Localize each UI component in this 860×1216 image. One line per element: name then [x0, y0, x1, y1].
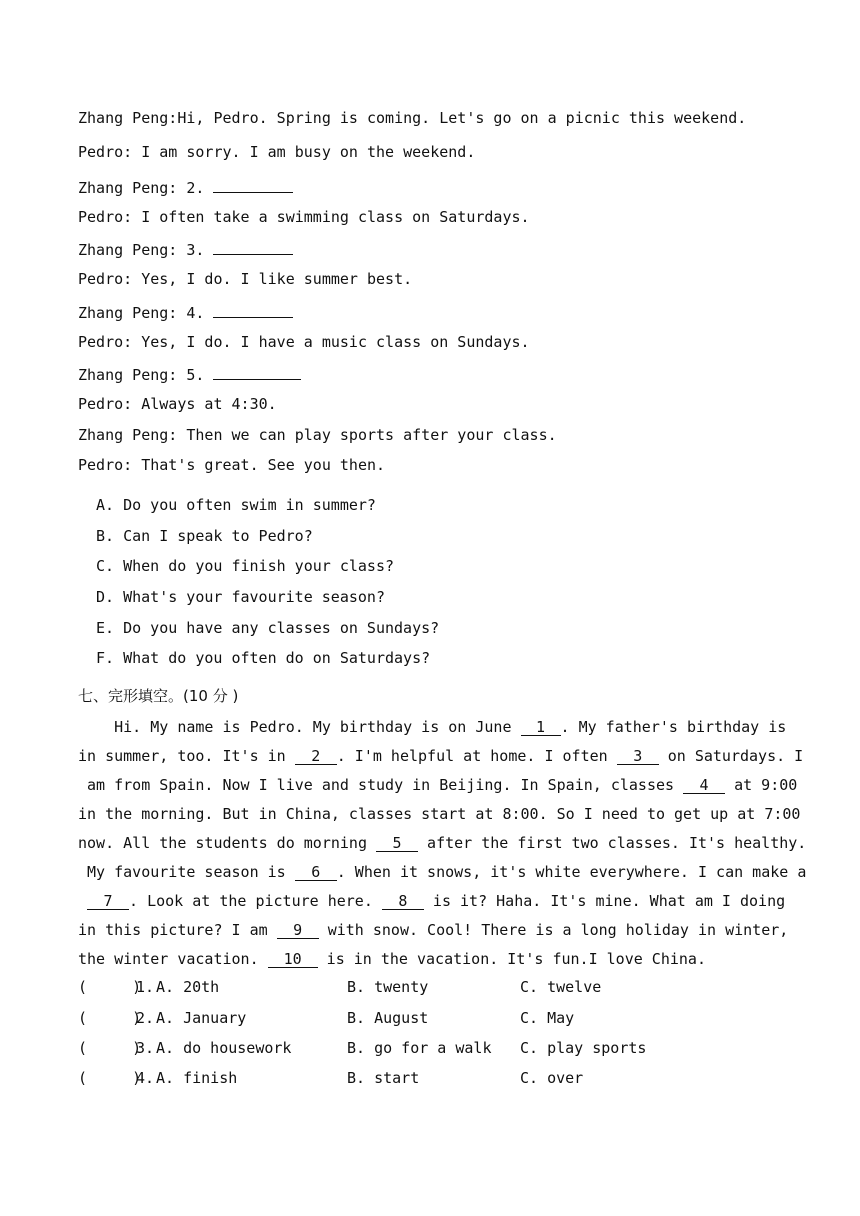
- choice-b[interactable]: B. twenty: [347, 978, 429, 996]
- passage-line: Hi. My name is Pedro. My birthday is on June 1 . My father's birthday is: [78, 718, 787, 736]
- dialogue-line: Pedro: I often take a swimming class on Saturdays.: [78, 208, 530, 226]
- cloze-blank-5[interactable]: 5: [376, 835, 418, 852]
- passage-line: in this picture? I am 9 with snow. Cool! There is a long holiday in winter,: [78, 921, 789, 939]
- option-f: F. What do you often do on Saturdays?: [96, 649, 431, 667]
- passage-line: the winter vacation. 10 is in the vacation. It's fun.I love China.: [78, 950, 706, 968]
- cloze-blank-6[interactable]: 6: [295, 864, 337, 881]
- choice-c[interactable]: C. over: [520, 1069, 584, 1087]
- answer-blank-5[interactable]: [213, 365, 301, 380]
- option-c: C. When do you finish your class?: [96, 557, 395, 575]
- answer-blank-2[interactable]: [213, 178, 293, 193]
- dialogue-line: Pedro: That's great. See you then.: [78, 456, 386, 474]
- answer-blank-4[interactable]: [213, 303, 293, 318]
- passage-line: My favourite season is 6 . When it snows, it's white everywhere. I can make a: [78, 863, 807, 881]
- choice-b[interactable]: B. go for a walk: [347, 1039, 492, 1057]
- choice-c[interactable]: C. May: [520, 1009, 575, 1027]
- option-b: B. Can I speak to Pedro?: [96, 527, 313, 545]
- option-a: A. Do you often swim in summer?: [96, 496, 376, 514]
- answer-paren[interactable]: ( ): [78, 1039, 142, 1057]
- answer-paren[interactable]: ( ): [78, 978, 142, 996]
- choice-c[interactable]: C. play sports: [520, 1039, 647, 1057]
- choice-a[interactable]: A. January: [156, 1009, 247, 1027]
- choice-b[interactable]: B. August: [347, 1009, 429, 1027]
- choice-c[interactable]: C. twelve: [520, 978, 602, 996]
- option-d: D. What's your favourite season?: [96, 588, 385, 606]
- cloze-blank-7[interactable]: 7: [87, 893, 129, 910]
- passage-line: 7 . Look at the picture here. 8 is it? Haha. It's mine. What am I doing: [78, 892, 785, 910]
- dialogue-line: Pedro: Yes, I do. I like summer best.: [78, 270, 413, 288]
- cloze-blank-3[interactable]: 3: [617, 748, 659, 765]
- question-row: [78, 978, 798, 998]
- answer-blank-3[interactable]: [213, 240, 293, 255]
- question-number: 2.: [136, 1009, 155, 1027]
- answer-paren[interactable]: ( ): [78, 1009, 142, 1027]
- choice-a[interactable]: A. 20th: [156, 978, 220, 996]
- question-number: 4.: [136, 1069, 155, 1087]
- choice-a[interactable]: A. do housework: [156, 1039, 292, 1057]
- cloze-blank-4[interactable]: 4: [683, 777, 725, 794]
- dialogue-line: Pedro: Yes, I do. I have a music class on Sundays.: [78, 333, 530, 351]
- passage-line: in the morning. But in China, classes start at 8:00. So I need to get up at 7:00: [78, 805, 801, 823]
- dialogue-line: Pedro: Always at 4:30.: [78, 395, 277, 413]
- answer-paren[interactable]: ( ): [78, 1069, 142, 1087]
- question-row: [78, 1009, 798, 1029]
- cloze-blank-8[interactable]: 8: [382, 893, 424, 910]
- choice-a[interactable]: A. finish: [156, 1069, 238, 1087]
- passage-line: in summer, too. It's in 2 . I'm helpful at home. I often 3 on Saturdays. I: [78, 747, 804, 765]
- dialogue-line: Zhang Peng:Hi, Pedro. Spring is coming. Let's go on a picnic this weekend.: [78, 109, 747, 127]
- passage-line: now. All the students do morning 5 after the first two classes. It's healthy.: [78, 834, 807, 852]
- dialogue-line: Zhang Peng: Then we can play sports after your class.: [78, 426, 557, 444]
- dialogue-line: Zhang Peng: 3.: [78, 240, 293, 259]
- dialogue-line: Pedro: I am sorry. I am busy on the weekend.: [78, 143, 476, 161]
- cloze-blank-9[interactable]: 9: [277, 922, 319, 939]
- cloze-blank-10[interactable]: 10: [268, 951, 318, 968]
- choice-b[interactable]: B. start: [347, 1069, 420, 1087]
- question-number: 1.: [136, 978, 155, 996]
- question-row: [78, 1069, 798, 1089]
- question-number: 3.: [136, 1039, 155, 1057]
- option-e: E. Do you have any classes on Sundays?: [96, 619, 440, 637]
- question-row: [78, 1039, 798, 1059]
- section-heading: 七、完形填空。(10 分 ): [78, 687, 239, 705]
- dialogue-line: Zhang Peng: 4.: [78, 303, 293, 322]
- passage-line: am from Spain. Now I live and study in Beijing. In Spain, classes 4 at 9:00: [78, 776, 798, 794]
- cloze-blank-1[interactable]: 1: [521, 719, 561, 736]
- cloze-blank-2[interactable]: 2: [295, 748, 337, 765]
- dialogue-line: Zhang Peng: 2.: [78, 178, 293, 197]
- dialogue-line: Zhang Peng: 5.: [78, 365, 301, 384]
